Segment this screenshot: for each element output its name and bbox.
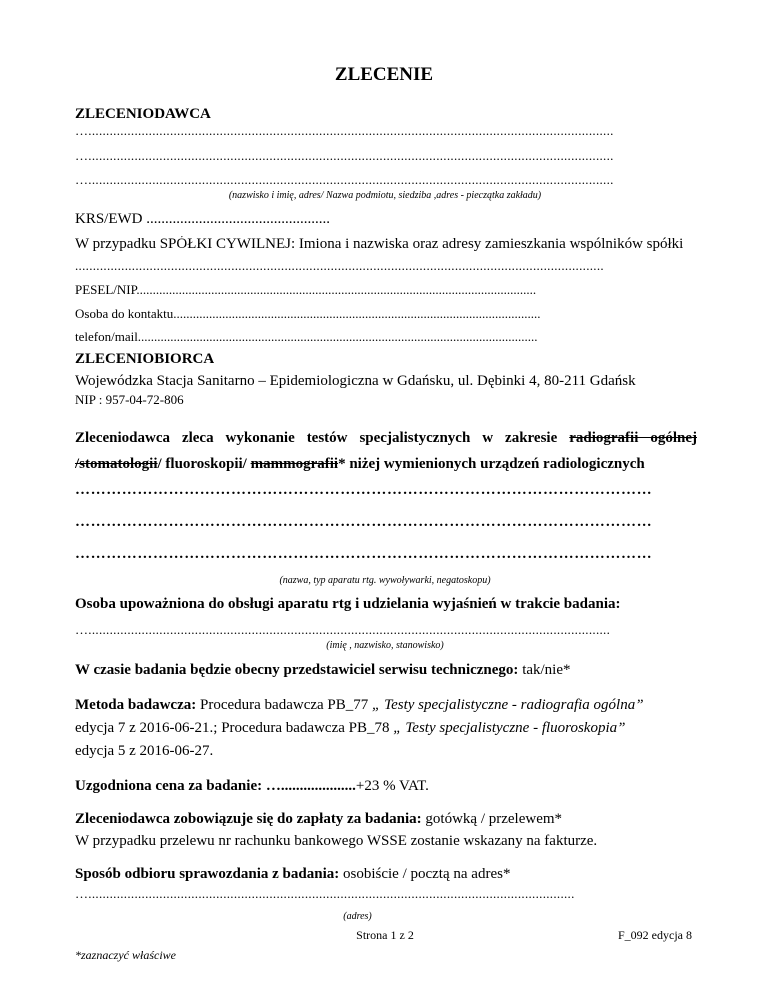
device-caption: (nazwa, typ aparatu rtg. wywoływarki, negatoskopu) — [279, 575, 491, 586]
device-line-2[interactable]: ………………………………………………………………………………………………… — [75, 514, 653, 530]
payment-value[interactable]: gotówką / przelewem* — [421, 811, 563, 827]
zleceniobiorca-address: Wojewódzka Stacja Sanitarno – Epidemiologiczna w Gdańsku, ul. Dębinki 4, 80-211 Gdańsk — [75, 373, 636, 389]
method-pb77-title: „ Testy specjalistyczne - radiografia ogólna” — [372, 697, 644, 713]
report-address-caption: (adres) — [343, 911, 372, 922]
pesel-field[interactable]: PESEL/NIP........................................................................................................................... — [75, 282, 537, 297]
document-title: ZLECENIE — [334, 64, 434, 85]
order-line-2 — [75, 456, 645, 473]
order-text-end: * niżej wymienionych urządzeń radiologicznych — [338, 456, 645, 472]
zleceniodawca-line-3[interactable]: ….................................................................................................................................................... — [75, 172, 614, 187]
price-row — [75, 778, 429, 795]
option-fluoroskopia: / fluoroskopii/ — [157, 456, 247, 472]
zleceniodawca-line-1[interactable]: ….................................................................................................................................................... — [75, 123, 614, 138]
device-line-3[interactable]: ………………………………………………………………………………………………… — [75, 546, 653, 562]
report-value[interactable]: osobiście / pocztą na adres* — [339, 866, 511, 882]
method-pb78: edycja 7 z 2016-06-21.; Procedura badawcza PB_78 — [75, 720, 394, 736]
method-line-2 — [75, 720, 625, 737]
zleceniodawca-heading: ZLECENIODAWCA — [75, 106, 211, 122]
service-row — [75, 662, 571, 679]
method-line-1 — [75, 697, 644, 714]
price-vat: +23 % VAT. — [355, 778, 429, 794]
method-pb78-title: „ Testy specjalistyczne - fluoroskopia” — [393, 720, 626, 736]
option-mammografia: mammografii — [250, 456, 339, 472]
payment-label: Zleceniodawca zobowiązuje się do zapłaty za badania: — [75, 811, 422, 827]
order-line-1 — [75, 430, 697, 447]
option-radiografia-ogolna: radiografii ogólnej — [569, 430, 697, 446]
authorized-person-label: Osoba upoważniona do obsługi aparatu rtg i udzielania wyjaśnień w trakcie badania: — [75, 596, 621, 612]
report-row — [75, 866, 510, 883]
form-code: F_092 edycja 8 — [618, 928, 692, 942]
authorized-person-caption: (imię , nazwisko, stanowisko) — [326, 640, 444, 651]
price-label[interactable]: Uzgodniona cena za badanie: ….................... — [75, 778, 356, 794]
report-address-line[interactable]: …......................................................................................................................................... — [75, 886, 575, 901]
krs-field[interactable]: KRS/EWD ................................................. — [75, 211, 330, 227]
zleceniobiorca-nip: NIP : 957-04-72-806 — [75, 392, 184, 407]
authorized-person-line[interactable]: …................................................................................................................................................... — [75, 622, 611, 637]
page-number: Strona 1 z 2 — [356, 928, 414, 942]
device-line-1[interactable]: ………………………………………………………………………………………………… — [75, 482, 653, 498]
option-stomatologia: /stomatologii — [75, 456, 158, 472]
method-line-3: edycja 5 z 2016-06-27. — [75, 743, 214, 759]
phone-mail-field[interactable]: telefon/mail........................................................................................................................... — [75, 329, 538, 344]
method-pb77: Procedura badawcza PB_77 — [196, 697, 373, 713]
footnote: *zaznaczyć właściwe — [75, 948, 176, 962]
zleceniodawca-caption: (nazwisko i imię, adres/ Nazwa podmiotu, siedziba ,adres - pieczątka zakładu) — [228, 190, 542, 201]
spolka-line[interactable]: ..................................................................................................................................................... — [75, 258, 604, 273]
zleceniobiorca-heading: ZLECENIOBIORCA — [75, 351, 215, 367]
zleceniodawca-line-2[interactable]: ….................................................................................................................................................... — [75, 148, 614, 163]
order-text: Zleceniodawca zleca wykonanie testów specjalistycznych w zakresie — [75, 430, 558, 446]
contact-person-field[interactable]: Osoba do kontaktu................................................................................................................. — [75, 306, 541, 321]
payment-note: W przypadku przelewu nr rachunku bankowego WSSE zostanie wskazany na fakturze. — [75, 833, 598, 849]
service-label: W czasie badania będzie obecny przedstawiciel serwisu technicznego: — [75, 662, 519, 678]
spolka-label: W przypadku SPÓŁKI CYWILNEJ: Imiona i nazwiska oraz adresy zamieszkania wspólników spółki — [75, 236, 684, 252]
report-label: Sposób odbioru sprawozdania z badania: — [75, 866, 340, 882]
service-value[interactable]: tak/nie* — [518, 662, 571, 678]
method-label: Metoda badawcza: — [75, 697, 197, 713]
payment-row — [75, 811, 562, 828]
